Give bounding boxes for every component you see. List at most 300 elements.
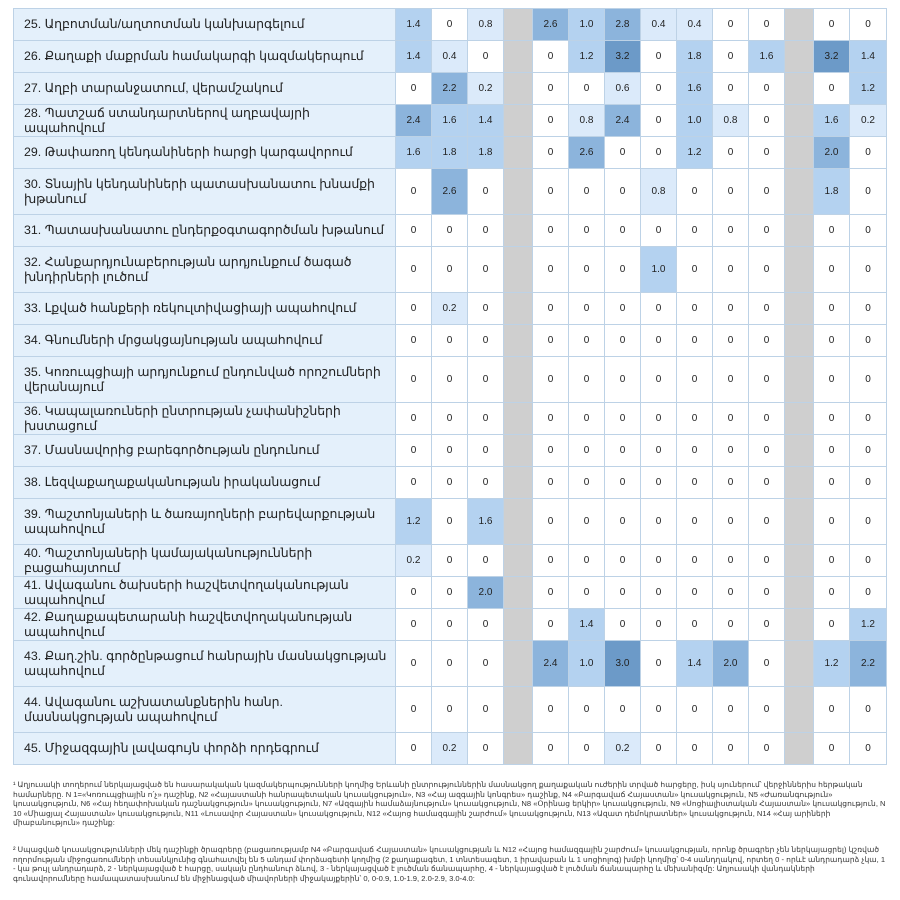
column-separator [785,247,814,293]
table-row [14,325,887,357]
heatmap-cell: 0 [814,545,850,577]
heatmap-cell: 0 [533,467,569,499]
column-separator [785,9,814,41]
heatmap-cell: 0 [569,325,605,357]
heatmap-cell: 0 [605,687,641,733]
heatmap-cell: 0 [677,467,713,499]
heatmap-cell: 1.2 [814,641,850,687]
column-separator [504,435,533,467]
heatmap-cell: 0 [533,577,569,609]
heatmap-cell: 0 [569,435,605,467]
table-row [14,733,887,765]
heatmap-cell: 0 [814,73,850,105]
heatmap-cell: 0.6 [605,73,641,105]
heatmap-cell: 0 [432,9,468,41]
heatmap-cell: 0 [605,403,641,435]
heatmap-cell: 0 [677,293,713,325]
column-separator [785,325,814,357]
column-separator [785,499,814,545]
heatmap-cell: 1.8 [814,169,850,215]
heatmap-cell: 0 [533,325,569,357]
heatmap-cell: 0 [396,435,432,467]
heatmap-cell: 0 [850,545,887,577]
table-row [14,73,887,105]
table-row [14,41,887,73]
heatmap-cell: 0 [814,577,850,609]
heatmap-cell: 0 [396,247,432,293]
column-separator [504,9,533,41]
heatmap-cell: 0 [641,545,677,577]
heatmap-cell: 1.6 [468,499,504,545]
heatmap-cell: 0 [396,293,432,325]
heatmap-cell: 0.2 [468,73,504,105]
heatmap-cell: 1.4 [677,641,713,687]
heatmap-cell: 0 [432,545,468,577]
column-separator [504,73,533,105]
heatmap-cell: 0 [713,247,749,293]
heatmap-cell: 0 [396,467,432,499]
footnotes [13,780,887,900]
heatmap-cell: 0 [569,73,605,105]
column-separator [504,733,533,765]
heatmap-cell: 0 [533,41,569,73]
heatmap-cell: 0 [533,169,569,215]
heatmap-cell: 2.2 [850,641,887,687]
column-separator [504,609,533,641]
heatmap-cell: 0 [749,169,785,215]
heatmap-cell: 0 [814,687,850,733]
heatmap-cell: 0 [641,41,677,73]
heatmap-cell: 0 [713,293,749,325]
heatmap-cell: 0 [713,467,749,499]
heatmap-cell: 0 [641,357,677,403]
column-separator [504,687,533,733]
heatmap-cell: 0 [605,357,641,403]
footnote-1: ¹ Աղյուսակի տողերում ներկայացված են հասարակական կազմակերպությունների կողմից Երևանի ընտրություններին մասնակցող քաղաքական ուժերին տրված հարցերը, իսկ սյուներում՝ վերջիններիս հերթական համարները. N 1=«Կոռուպցիային ո՛չ» դաշինք, N2 «Հայաստանի հանրապետական կուսակցություն», N3 «Հայ ազգային կոնգրես» դաշինք, N4 «Բարգավաճ Հայաստան» կուսակցություն, N5 «Ժառանգություն» կուսակցություն, N6 «Հայ հեղափոխական դաշնակցություն» կուսակցություն, N7 «Ազգային համաձայնություն» կուսակցություն, N8 «Օրինաց երկիր» կուսակցություն, N9 «Սոցիալիստական Հայաստան» կուսակցություն, N 10 «Միացյալ Հայաստան» կուսակցություն, N11 «Լուսավոր Հայաստան» կուսակցություն, N12 «Հայոց համազգային շարժում» կուսակցություն, N13 «Ազատ դեմոկրատներ» կուսակցություն, N14 «Հայ արիների միաբանություն» դաշինք: [13,780,886,828]
row-label: 40. Պաշտոնյաների կամայականությունների բացահայտում [14,545,396,577]
heatmap-cell: 0 [713,137,749,169]
heatmap-cell: 0 [641,733,677,765]
heatmap-cell: 0 [432,499,468,545]
heatmap-cell: 0 [749,435,785,467]
heatmap-cell: 0 [432,577,468,609]
heatmap-cell: 0 [850,215,887,247]
heatmap-cell: 1.2 [396,499,432,545]
heatmap-cell: 0 [749,609,785,641]
column-separator [785,467,814,499]
table-row [14,435,887,467]
heatmap-cell: 0 [713,169,749,215]
heatmap-cell: 1.0 [569,641,605,687]
heatmap-cell: 0 [468,435,504,467]
heatmap-cell: 1.4 [396,9,432,41]
heatmap-cell: 0 [677,435,713,467]
column-separator [785,687,814,733]
heatmap-cell: 0 [677,357,713,403]
heatmap-cell: 2.6 [569,137,605,169]
column-separator [785,403,814,435]
heatmap-cell: 0 [468,169,504,215]
heatmap-cell: 0 [533,733,569,765]
heatmap-cell: 0 [432,609,468,641]
column-separator [785,105,814,137]
row-label: 41. Ավագանու ծախսերի հաշվետվողականության ապահովում [14,577,396,609]
heatmap-cell: 0 [396,641,432,687]
row-label: 39. Պաշտոնյաների և ծառայողների բարեվարքության ապահովում [14,499,396,545]
heatmap-cell: 0 [468,325,504,357]
heatmap-cell: 0 [605,577,641,609]
heatmap-cell: 0 [814,357,850,403]
heatmap-cell: 1.2 [850,73,887,105]
column-separator [504,169,533,215]
heatmap-cell: 0 [605,609,641,641]
heatmap-cell: 2.0 [468,577,504,609]
heatmap-cell: 1.6 [677,73,713,105]
heatmap-cell: 0 [641,403,677,435]
heatmap-cell: 2.4 [605,105,641,137]
column-separator [785,609,814,641]
heatmap-cell: 1.8 [677,41,713,73]
heatmap-cell: 0 [396,215,432,247]
heatmap-cell: 0.2 [850,105,887,137]
heatmap-table-container [13,8,887,765]
heatmap-cell: 0 [749,293,785,325]
heatmap-cell: 0 [569,687,605,733]
heatmap-cell: 0 [713,403,749,435]
heatmap-cell: 0 [814,9,850,41]
heatmap-cell: 0 [749,733,785,765]
heatmap-cell: 0 [677,577,713,609]
heatmap-cell: 0 [749,73,785,105]
heatmap-cell: 0 [850,325,887,357]
heatmap-cell: 0 [713,733,749,765]
heatmap-cell: 0 [850,9,887,41]
heatmap-cell: 0 [677,545,713,577]
heatmap-cell: 0 [677,169,713,215]
heatmap-cell: 0 [533,357,569,403]
column-separator [785,435,814,467]
heatmap-cell: 0 [850,403,887,435]
heatmap-cell: 0 [432,435,468,467]
heatmap-cell: 0 [749,215,785,247]
heatmap-cell: 0 [749,325,785,357]
column-separator [785,357,814,403]
heatmap-cell: 0 [749,403,785,435]
heatmap-cell: 0.2 [396,545,432,577]
heatmap-cell: 0 [850,357,887,403]
heatmap-cell: 1.2 [850,609,887,641]
heatmap-cell: 0 [641,105,677,137]
heatmap-cell: 1.6 [749,41,785,73]
column-separator [785,137,814,169]
heatmap-cell: 0 [713,215,749,247]
heatmap-cell: 1.6 [432,105,468,137]
heatmap-cell: 0 [850,247,887,293]
heatmap-cell: 0.2 [432,293,468,325]
heatmap-cell: 0 [396,687,432,733]
heatmap-cell: 0 [713,73,749,105]
heatmap-cell: 1.0 [641,247,677,293]
heatmap-cell: 0 [396,577,432,609]
heatmap-cell: 0 [677,247,713,293]
row-label: 37. Մասնավորից բարեգործության ընդունում [14,435,396,467]
heatmap-cell: 0 [749,9,785,41]
heatmap-cell: 0 [432,467,468,499]
heatmap-cell: 0 [814,609,850,641]
heatmap-cell: 0 [713,435,749,467]
heatmap-cell: 0 [432,357,468,403]
table-row [14,9,887,41]
heatmap-cell: 2.8 [605,9,641,41]
heatmap-cell: 0 [605,137,641,169]
row-label: 35. Կոռուպցիայի արդյունքում ընդունված որոշումների վերանայում [14,357,396,403]
table-row [14,499,887,545]
heatmap-cell: 0 [749,137,785,169]
heatmap-cell: 0 [605,293,641,325]
heatmap-cell: 1.8 [432,137,468,169]
heatmap-cell: 0 [749,467,785,499]
heatmap-cell: 0 [749,105,785,137]
column-separator [504,499,533,545]
heatmap-cell: 0 [713,325,749,357]
heatmap-cell: 0.8 [468,9,504,41]
heatmap-cell: 0 [432,641,468,687]
heatmap-cell: 0 [677,403,713,435]
heatmap-cell: 0 [468,545,504,577]
heatmap-cell: 0 [468,687,504,733]
heatmap-cell: 0 [533,137,569,169]
heatmap-cell: 0.8 [713,105,749,137]
row-label: 45. Միջազգային լավագույն փորձի որդեգրում [14,733,396,765]
heatmap-cell: 0 [641,687,677,733]
heatmap-cell: 2.4 [533,641,569,687]
heatmap-cell: 0 [677,499,713,545]
heatmap-cell: 0 [641,609,677,641]
heatmap-cell: 0.4 [641,9,677,41]
row-label: 36. Կապալառուների ընտրության չափանիշների խստացում [14,403,396,435]
row-label: 34. Գնումների մրցակցայնության ապահովում [14,325,396,357]
heatmap-cell: 0 [641,215,677,247]
heatmap-cell: 0 [432,403,468,435]
heatmap-cell: 0 [533,73,569,105]
heatmap-cell: 0 [396,733,432,765]
heatmap-cell: 0 [749,499,785,545]
heatmap-cell: 0 [850,733,887,765]
column-separator [785,215,814,247]
heatmap-cell: 0 [677,325,713,357]
heatmap-cell: 0 [814,435,850,467]
heatmap-cell: 0 [749,545,785,577]
table-row [14,357,887,403]
heatmap-cell: 0 [468,733,504,765]
row-label: 29. Թափառող կենդանիների հարցի կարգավորում [14,137,396,169]
column-separator [504,641,533,687]
heatmap-cell: 0.4 [677,9,713,41]
heatmap-cell: 2.0 [713,641,749,687]
heatmap-cell: 0 [677,733,713,765]
heatmap-cell: 0 [533,293,569,325]
heatmap-cell: 0 [749,641,785,687]
heatmap-cell: 3.2 [605,41,641,73]
heatmap-cell: 0 [850,137,887,169]
table-row [14,293,887,325]
heatmap-cell: 0 [533,545,569,577]
table-row [14,609,887,641]
heatmap-cell: 0 [432,247,468,293]
row-label: 28. Պատշաճ ստանդարտներով աղբավայրի ապահովում [14,105,396,137]
column-separator [504,403,533,435]
column-separator [785,641,814,687]
heatmap-cell: 0 [533,105,569,137]
heatmap-cell: 0 [432,215,468,247]
heatmap-cell: 2.2 [432,73,468,105]
heatmap-cell: 0 [713,687,749,733]
heatmap-cell: 0 [468,247,504,293]
column-separator [504,545,533,577]
heatmap-cell: 0 [396,357,432,403]
heatmap-cell: 0 [749,247,785,293]
heatmap-cell: 0 [533,609,569,641]
table-row [14,215,887,247]
heatmap-table [13,8,887,765]
footnote-2: ² Սպացված կուսակցությունների մեկ դաշինքի ծրագրերը (բացառությամբ N4 «Բարգավաճ Հայաստան» կուսակցության և N12 «Հայոց համազգային շարժում» կուսակցության, որոնք ծրագրեր չեն ներկայացրել) կշռված ողորմության միջոցառումների տեսանկյունից գնահատվել են 5 անդամ փորձագետի կողմից (2 քաղաքագետ, 1 տնտեսագետ, 1 իրավաբան և 1 սոցիոլոգ) խմբի կողմից՝ 0-4 սանդղակով, որտեղ 0 - որևէ անդրադարձ չկա, 1 - կա թույլ անդրադարձ, 2 - ներկայացված է հարցը, սակայն ընդհանուր ձևով, 3 - ներկայացված է լուծման ճանապարհը, 4 - ներկայացված է լուծման ճանապարհը և մեխանիզմը: Աղյուսակի վանդակների գունավորումները համապատասխանում են միջինացված միավորների միջակայքերին՝ 0, 0-0.9, 1.0-1.9, 2.0-2.9, 3.0-4.0: [13,844,886,883]
heatmap-cell: 0 [468,293,504,325]
heatmap-cell: 0 [641,467,677,499]
heatmap-cell: 0 [605,435,641,467]
heatmap-cell: 0 [850,293,887,325]
column-separator [504,577,533,609]
heatmap-cell: 0 [713,577,749,609]
column-separator [504,137,533,169]
heatmap-cell: 2.6 [533,9,569,41]
heatmap-cell: 0 [569,499,605,545]
heatmap-cell: 0 [569,357,605,403]
column-separator [785,41,814,73]
column-separator [785,293,814,325]
heatmap-cell: 0 [468,609,504,641]
heatmap-cell: 0 [533,499,569,545]
heatmap-cell: 0 [677,609,713,641]
heatmap-cell: 0.8 [641,169,677,215]
heatmap-cell: 0 [814,215,850,247]
heatmap-cell: 0 [850,499,887,545]
heatmap-cell: 0 [432,325,468,357]
heatmap-cell: 0 [432,687,468,733]
heatmap-cell: 0 [713,545,749,577]
heatmap-cell: 1.4 [468,105,504,137]
heatmap-cell: 0 [396,73,432,105]
heatmap-cell: 0 [533,215,569,247]
row-label: 38. Լեզվաքաղաքականության իրականացում [14,467,396,499]
heatmap-cell: 0 [569,247,605,293]
heatmap-cell: 0 [605,325,641,357]
heatmap-cell: 0 [749,687,785,733]
heatmap-cell: 0 [814,403,850,435]
heatmap-cell: 0 [713,609,749,641]
heatmap-cell: 0 [713,357,749,403]
heatmap-cell: 0 [850,687,887,733]
heatmap-cell: 0.2 [432,733,468,765]
column-separator [785,169,814,215]
heatmap-cell: 0 [468,403,504,435]
heatmap-cell: 0 [569,467,605,499]
heatmap-cell: 0 [468,467,504,499]
column-separator [504,105,533,137]
row-label: 33. Լքված հանքերի ռեկուլտիվացիայի ապահովում [14,293,396,325]
table-row [14,545,887,577]
heatmap-cell: 0 [396,609,432,641]
heatmap-cell: 0 [569,169,605,215]
heatmap-cell: 2.6 [432,169,468,215]
heatmap-cell: 0 [396,169,432,215]
row-label: 43. Քաղ.շին. գործընթացում հանրային մասնակցության ապահովում [14,641,396,687]
heatmap-cell: 1.4 [569,609,605,641]
heatmap-cell: 0 [569,733,605,765]
heatmap-cell: 0 [850,467,887,499]
heatmap-cell: 0 [850,435,887,467]
heatmap-cell: 0 [533,435,569,467]
heatmap-cell: 0 [641,577,677,609]
heatmap-cell: 1.0 [677,105,713,137]
heatmap-cell: 0 [814,733,850,765]
row-label: 42. Քաղաքապետարանի հաշվետվողականության ապահովում [14,609,396,641]
heatmap-cell: 0 [641,293,677,325]
column-separator [785,73,814,105]
heatmap-cell: 0 [605,169,641,215]
table-row [14,687,887,733]
heatmap-cell: 0 [569,577,605,609]
heatmap-cell: 3.2 [814,41,850,73]
table-row [14,577,887,609]
heatmap-cell: 0 [468,41,504,73]
heatmap-cell: 0 [641,435,677,467]
heatmap-cell: 0 [641,499,677,545]
heatmap-cell: 1.6 [396,137,432,169]
heatmap-cell: 0 [677,215,713,247]
heatmap-cell: 1.8 [468,137,504,169]
column-separator [785,545,814,577]
heatmap-cell: 0 [605,247,641,293]
column-separator [504,247,533,293]
column-separator [504,325,533,357]
heatmap-cell: 0 [569,403,605,435]
row-label: 31. Պատասխանատու ընդերքօգտագործման խթանում [14,215,396,247]
heatmap-cell: 0 [533,403,569,435]
heatmap-cell: 0.4 [432,41,468,73]
row-label: 26. Քաղաքի մաքրման համակարգի կազմակերպում [14,41,396,73]
table-row [14,137,887,169]
heatmap-cell: 0 [641,137,677,169]
heatmap-cell: 0 [533,687,569,733]
table-row [14,247,887,293]
table-row [14,467,887,499]
heatmap-cell: 2.4 [396,105,432,137]
heatmap-cell: 0 [569,545,605,577]
heatmap-cell: 0 [396,403,432,435]
column-separator [785,577,814,609]
column-separator [504,467,533,499]
column-separator [785,733,814,765]
heatmap-cell: 0 [468,641,504,687]
column-separator [504,293,533,325]
table-row [14,403,887,435]
row-label: 44. Ավագանու աշխատանքներին հանր. մասնակցության ապահովում [14,687,396,733]
heatmap-cell: 0 [533,247,569,293]
heatmap-cell: 3.0 [605,641,641,687]
heatmap-cell: 1.4 [850,41,887,73]
heatmap-cell: 0 [605,545,641,577]
heatmap-cell: 0 [814,499,850,545]
